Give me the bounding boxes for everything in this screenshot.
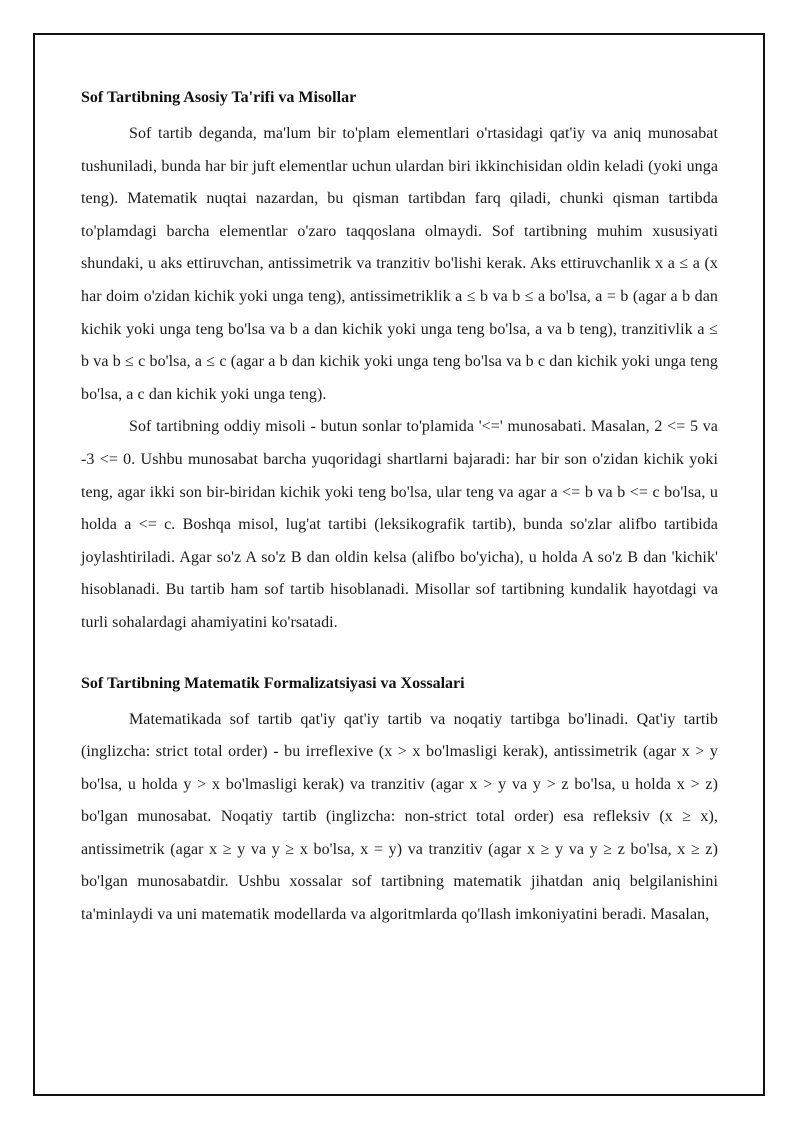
- paragraph-formalization: Matematikada sof tartib qat'iy qat'iy tartib va noqatiy tartibga bo'linadi. Qat'iy tartib (inglizcha: strict total order) - bu irreflexive (x > x bo'lmasligi kerak), antissimetrik (agar x > y bo'lsa, u holda y > x bo'lmasligi kerak) va tranzitiv (agar x > y va y > z bo'lsa, u holda x > z) bo'lgan munosabat. Noqatiy tartib (inglizcha: non-strict total order) esa refleksiv (x ≥ x), antissimetrik (agar x ≥ y va y ≥ x bo'lsa, x = y) va tranzitiv (agar x ≥ y va y ≥ z bo'lsa, x ≥ z) bo'lgan munosabatdir. Ushbu xossalar sof tartibning matematik jihatdan aniq belgilanishini ta'minlaydi va uni matematik modellarda va algoritmlarda qo'llash imkoniyatini beradi. Masalan,: [81, 710, 718, 924]
- paragraph-definition: Sof tartib deganda, ma'lum bir to'plam elementlari o'rtasidagi qat'iy va aniq munosabat tushuniladi, bunda har bir juft elementlar uchun ulardan biri ikkinchisidan oldin keladi (yoki unga teng). Matematik nuqtai nazardan, bu qisman tartibdan farq qiladi, chunki qisman tartibda to'plamdagi barcha elementlar o'zaro taqqoslana olmaydi. Sof tartibning muhim xususiyati shundaki, u aks ettiruvchan, antissimetrik va tranzitiv bo'lishi kerak. Aks ettiruvchanlik x a ≤ a (x har doim o'zidan kichik yoki unga teng), antissimetriklik a ≤ b va b ≤ a bo'lsa, a = b (agar a b dan kichik yoki unga teng bo'lsa va b a dan kichik yoki unga teng bo'lsa, a va b teng), tranzitivlik a ≤ b va b ≤ c bo'lsa, a ≤ c (agar a b dan kichik yoki unga teng bo'lsa va b c dan kichik yoki unga teng bo'lsa, a c dan kichik yoki unga teng).: [81, 125, 718, 403]
- paragraph-examples: Sof tartibning oddiy misoli - butun sonlar to'plamida '<=' munosabati. Masalan, 2 <= 5 va -3 <= 0. Ushbu munosabat barcha yuqoridagi shartlarni bajaradi: har bir son o'zidan kichik yoki teng, agar ikki son bir-biridan kichik yoki teng bo'lsa, ular teng va agar a <= b va b <= c bo'lsa, u holda a <= c. Boshqa misol, lug'at tartibi (leksikografik tartib), bunda so'zlar alifbo tartibida joylashtiriladi. Agar so'z A so'z B dan oldin kelsa (alifbo bo'yicha), u holda A so'z B dan 'kichik' hisoblanadi. Bu tartib ham sof tartib hisoblanadi. Misollar sof tartibning kundalik hayotdagi va turli sohalardagi ahamiyatini ko'rsatadi.: [81, 418, 718, 631]
- document-body: [81, 88, 718, 932]
- section-heading-definition: Sof Tartibning Asosiy Ta'rifi va Misollar: [81, 89, 357, 106]
- section-heading-formalization: Sof Tartibning Matematik Formalizatsiyasi va Xossalari: [81, 674, 465, 692]
